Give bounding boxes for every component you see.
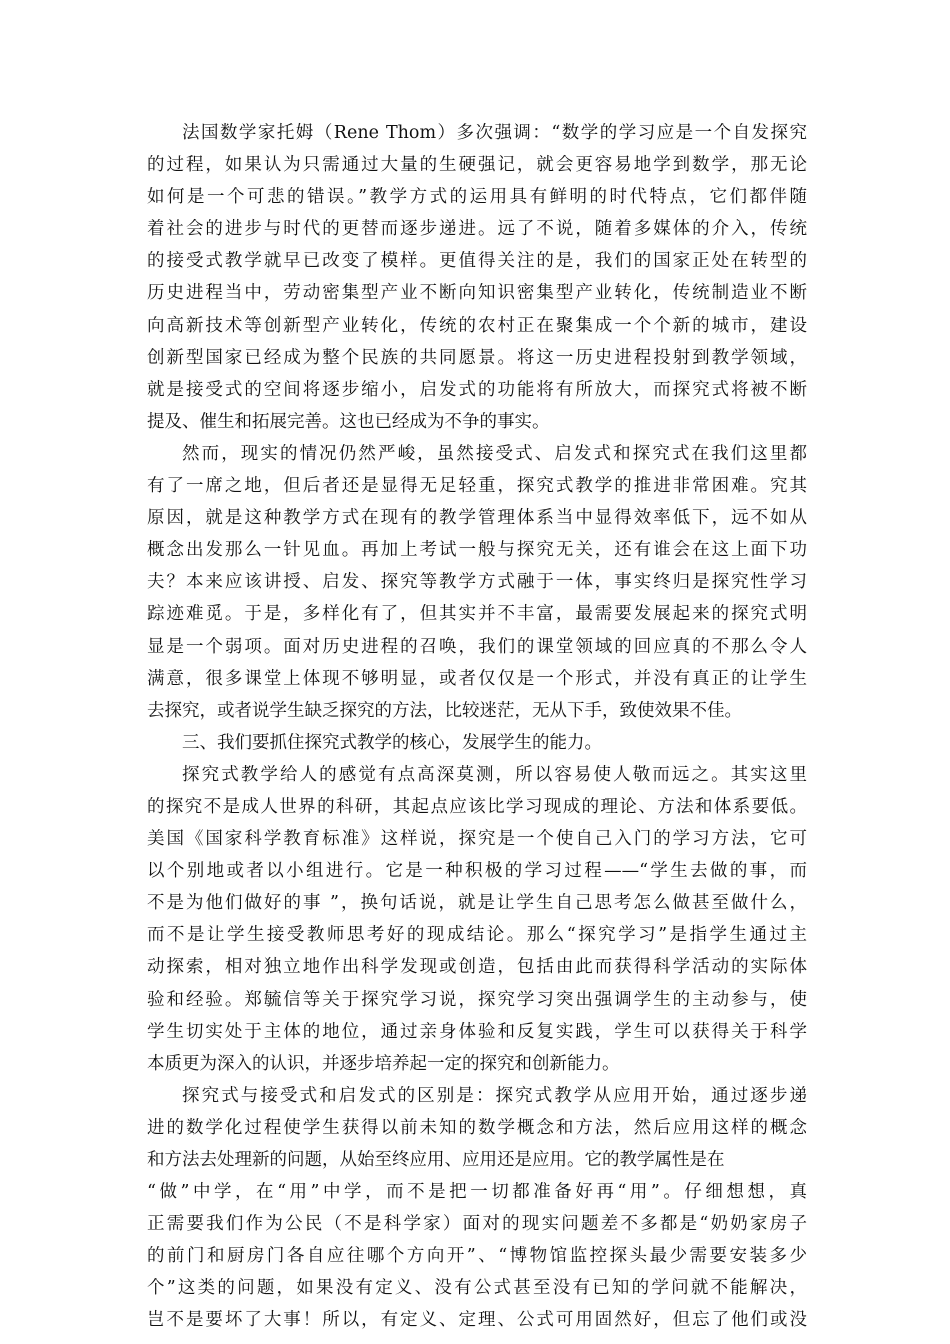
text-line: 进的数学化过程使学生获得以前未知的数学概念和方法，然后应用这样的概念 [147,1117,807,1138]
section-heading [147,727,807,759]
text-line: 向高新技术等创新型产业转化，传统的农村正在聚集成一个个新的城市，建设 [147,315,807,336]
text-line: 和方法去处理新的问题，从始至终应用、应用还是应用。它的教学属性是在 [147,1150,725,1170]
text-line: 踪迹难觅。于是，多样化有了，但其实并不丰富，最需要发展起来的探究式明 [147,604,807,625]
text-line: 以个别地或者以小组进行。它是一种积极的学习过程——“学生去做的事，而 [147,861,807,882]
text-line: 本质更为深入的认识，并逐步培养起一定的探究和创新能力。 [147,1053,620,1074]
text-line: 而不是让学生接受教师思考好的现成结论。那么“探究学习”是指学生通过主 [147,925,807,946]
text-line: 的接受式教学就早已改变了模样。更值得关注的是，我们的国家正处在转型的 [147,251,807,272]
text-line: 原因，就是这种教学方式在现有的教学管理体系当中显得效率低下，远不如从 [147,508,807,529]
text-line: 美国《国家科学教育标准》这样说，探究是一个使自己入门的学习方法，它可 [147,829,807,850]
text-line: 显是一个弱项。面对历史进程的召唤，我们的课堂领域的回应真的不那么令人 [147,636,807,657]
text-line: 个”这类的问题，如果没有定义、没有公式甚至没有已知的学问就不能解决， [147,1278,807,1299]
text-line: 创新型国家已经成为整个民族的共同愿景。将这一历史进程投射到教学领域， [147,347,807,368]
text-line: 满意，很多课堂上体现不够明显，或者仅仅是一个形式，并没有真正的让学生 [147,668,807,689]
text-line: 提及、催生和拓展完善。这也已经成为不争的事实。 [147,411,550,432]
paragraph-inquiry-definition [147,759,807,1080]
text-line: 岂不是要坏了大事！所以，有定义、定理、公式可用固然好，但忘了他们或没 [147,1310,807,1331]
text-line: 正需要我们作为公民（不是科学家）面对的现实问题差不多都是“奶奶家房子 [147,1214,807,1235]
text-line: 不是为他们做好的事 ”，换句话说，就是让学生自己思考怎么做甚至做什么， [147,893,807,914]
text-line: 然而，现实的情况仍然严峻，虽然接受式、启发式和探究式在我们这里都 [182,443,807,464]
text-line: 去探究，或者说学生缺乏探究的方法，比较迷茫，无从下手，致使效果不佳。 [147,700,742,721]
text-line: 的过程，如果认为只需通过大量的生硬强记，就会更容易地学到数学，那无论 [147,155,807,176]
text-line: 的探究不是成人世界的科研，其起点应该比学习现成的理论、方法和体系要低。 [147,796,807,817]
text-line: 动探索，相对独立地作出科学发现或创造，包括由此而获得科学活动的实际体 [147,957,807,978]
text-line: 就是接受式的空间将逐步缩小，启发式的功能将有所放大，而探究式将被不断 [147,379,807,400]
text-line: 的前门和厨房门各自应往哪个方向开”、“博物馆监控探头最少需要安装多少 [147,1246,807,1267]
text-line: 如何是一个可悲的错误。”教学方式的运用具有鲜明的时代特点，它们都伴随 [147,187,807,208]
text-line: 法国数学家托姆（Rene Thom）多次强调：“数学的学习应是一个自发探究 [182,123,807,143]
text-line: 着社会的进步与时代的更替而逐步递进。远了不说，随着多媒体的介入，传统 [147,219,807,240]
text-line: 探究式教学给人的感觉有点高深莫测，所以容易使人敬而远之。其实这里 [182,764,807,785]
text-line: “做”中学，在“用”中学，而不是把一切都准备好再“用”。仔细想想，真 [147,1182,807,1203]
document-body [147,117,807,1337]
text-line: 历史进程当中，劳动密集型产业不断向知识密集型产业转化，传统制造业不断 [147,283,807,304]
paragraph-reality [147,438,807,727]
paragraph-rene-thom [147,117,807,438]
text-line: 概念出发那么一针见血。再加上考试一般与探究无关，还有谁会在这上面下功 [147,540,807,561]
text-line: 学生切实处于主体的地位，通过亲身体验和反复实践，学生可以获得关于科学 [147,1021,807,1042]
text-line: 探究式与接受式和启发式的区别是：探究式教学从应用开始，通过逐步递 [182,1085,807,1106]
text-line: 验和经验。郑毓信等关于探究学习说，探究学习突出强调学生的主动参与，使 [147,989,807,1010]
text-line: 有了一席之地，但后者还是显得无足轻重，探究式教学的推进非常困难。究其 [147,476,807,497]
paragraph-comparison [147,1080,807,1337]
text-line: 夫？本来应该讲授、启发、探究等教学方式融于一体，事实终归是探究性学习 [147,572,807,593]
section-heading-text: 三、我们要抓住探究式教学的核心，发展学生的能力。 [182,732,602,753]
